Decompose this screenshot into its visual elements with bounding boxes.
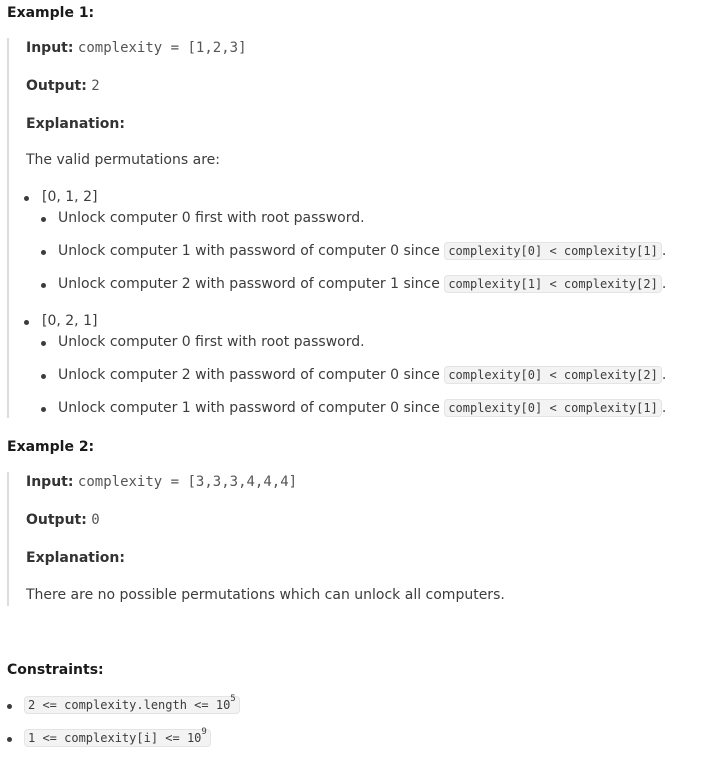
inline-code: complexity[0] < complexity[1] <box>444 242 662 260</box>
bullet-icon <box>41 217 46 222</box>
inline-code: 2 <= complexity.length <= $10^5$ <box>24 696 240 714</box>
example-2-input <box>26 474 297 490</box>
example-2-title: Example 2: <box>7 439 95 455</box>
constraints-title: Constraints: <box>7 662 104 678</box>
bullet-icon <box>41 407 46 412</box>
input-label: Input: <box>26 40 74 56</box>
inline-code: 1 <= complexity[i] <= $10^9$ <box>24 729 211 747</box>
bullet-icon <box>41 250 46 255</box>
inline-code: complexity[0] < complexity[2] <box>444 366 662 384</box>
bullet-icon <box>24 320 29 325</box>
perm-1-step-1: Unlock computer 0 first with root password. <box>58 210 365 226</box>
bullet-icon <box>7 737 12 742</box>
bullet-icon <box>41 283 46 288</box>
perm-2-step-3: Unlock computer 1 with password of computer 0 since complexity[0] < complexity[1] . <box>58 400 667 416</box>
example-2-output <box>26 512 100 528</box>
constraint-2 <box>24 727 211 746</box>
output-label: Output: <box>26 512 87 528</box>
input-label: Input: <box>26 474 74 490</box>
perm-1-step-3: Unlock computer 2 with password of computer 1 since complexity[1] < complexity[2] . <box>58 276 667 292</box>
example-1-input <box>26 40 247 56</box>
example-2-explanation-label: Explanation: <box>26 550 125 566</box>
perm-2-step-2: Unlock computer 2 with password of computer 0 since complexity[0] < complexity[2] . <box>58 367 667 383</box>
example-1-output <box>26 78 100 94</box>
bullet-icon <box>24 196 29 201</box>
example-2-block <box>7 472 709 606</box>
perm-1-step-2: Unlock computer 1 with password of computer 0 since complexity[0] < complexity[1] . <box>58 243 667 259</box>
output-label: Output: <box>26 78 87 94</box>
output-value: 2 <box>91 78 100 94</box>
input-value: complexity = [3,3,3,4,4,4] <box>77 474 298 490</box>
constraint-1 <box>24 694 240 713</box>
perm-2-step-1: Unlock computer 0 first with root password. <box>58 334 365 350</box>
inline-code: complexity[0] < complexity[1] <box>444 399 662 417</box>
example-1-explanation-label: Explanation: <box>26 116 125 132</box>
example-1-title: Example 1: <box>7 5 95 21</box>
output-value: 0 <box>91 512 100 528</box>
inline-code: complexity[1] < complexity[2] <box>444 275 662 293</box>
perm-1-label: [0, 1, 2] <box>42 189 98 205</box>
bullet-icon <box>41 341 46 346</box>
example-2-explanation-text: There are no possible permutations which can unlock all computers. <box>26 587 505 603</box>
example-1-explanation-text: The valid permutations are: <box>26 152 220 168</box>
example-1-block <box>7 38 709 418</box>
perm-2-label: [0, 2, 1] <box>42 313 98 329</box>
bullet-icon <box>41 374 46 379</box>
input-value: complexity = [1,2,3] <box>77 40 247 56</box>
bullet-icon <box>7 704 12 709</box>
